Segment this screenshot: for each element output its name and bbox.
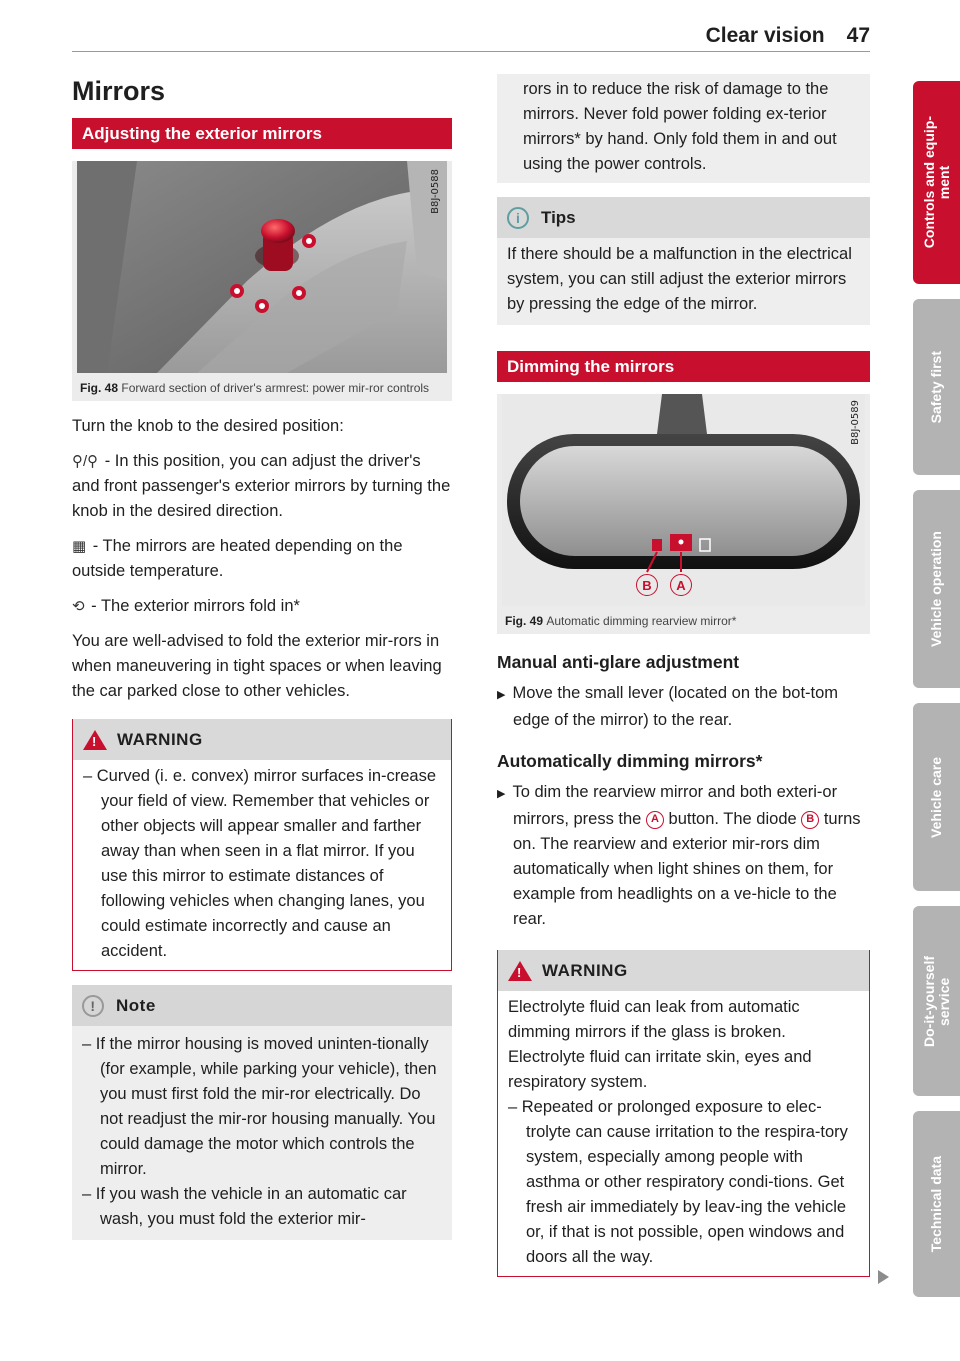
warning-title: WARNING [117,729,203,749]
warning-item: – Repeated or prolonged exposure to elec-trolyte can cause irritation to the respira-tory system, especially among people with asthma or other respiratory condi-tions. Get fresh air immediately by leav-ing the vehicle or, if that is not possible, open windows and doors all the way. [508,1098,848,1266]
section-heading-dimming: Dimming the mirrors [497,351,870,382]
section-heading-adjusting: Adjusting the exterior mirrors [72,118,452,149]
figure-label: Fig. 49 [505,614,544,628]
heated-mirror-icon: ▦ [72,538,87,555]
figure-49 [497,394,870,634]
figure-caption [502,606,865,634]
bullet-arrow-icon: ▶ [497,788,506,800]
tab-label: Vehicle care [928,756,944,838]
figure-label: Fig. 48 [80,381,119,395]
auto-dimming-heading: Automatically dimming mirrors* [497,751,763,771]
note-item: – If you wash the vehicle in an automatic car wash, you must fold the exterior mir- [82,1185,407,1228]
adjust-mirror-icon: ⚲/⚲ [72,453,99,470]
marker-a: A [670,574,692,596]
tab-vehicle-operation[interactable] [913,490,960,688]
bullet-arrow-icon: ▶ [497,689,506,701]
armrest-illustration [77,161,447,373]
tab-technical-data[interactable] [913,1111,960,1297]
tab-label: Safety first [928,350,944,424]
tab-do-it-yourself-service[interactable] [913,906,960,1096]
warning-icon [508,961,532,981]
tab-label: Vehicle operation [928,531,944,647]
electrolyte-warning-box [497,950,870,1277]
note-continued-box [497,74,870,183]
info-icon: i [507,207,529,229]
note-header [72,985,452,1026]
note-continued-text: rors in to reduce the risk of damage to the mirrors. Never fold power folding ex-terior mirrors* by hand. Only fold them in and out using the power controls. [523,80,837,173]
tips-header [497,197,870,238]
warning-header [73,719,451,760]
diode-b-marker: B [801,811,819,829]
knob-position-fold-text: - The exterior mirrors fold in* [86,597,300,615]
warning-box [72,719,452,971]
figure-caption-text: Forward section of driver's armrest: power mir-ror controls [121,381,430,395]
knob-position-adjust [72,449,452,524]
knob-position-adjust-text: - In this position, you can adjust the driver's and front passenger's exterior mirrors by turning the knob in the desired direction. [72,452,451,520]
manual-antiglare-heading: Manual anti-glare adjustment [497,652,740,672]
marker-b: B [636,574,658,596]
warning-header [498,950,869,991]
auto-dimming-step [497,780,870,932]
auto-dimming-text-3: turns on. The rearview and exterior mir-rors dim automatically when light shines on them, for example from headlights on a ve-hicle to the rear. [513,810,861,928]
knob-position-fold [72,594,452,619]
tips-box [497,197,870,325]
figure-48 [72,161,452,401]
armrest-mirror-controls-image [77,161,447,373]
manual-antiglare-step [497,681,870,733]
fold-mirror-icon: ⟲ [72,598,85,615]
figure-caption-text: Automatic dimming rearview mirror* [546,614,737,628]
note-body [72,1026,452,1240]
warning-title: WARNING [542,960,628,980]
button-a-marker: A [646,811,664,829]
warning-body [73,760,451,970]
note-item: – If the mirror housing is moved uninten-tionally (for example, while parking your vehicle), then you must first fold the mir-ror electrically. Do not readjust the mir-ror housing manually. You could damage the motor which controls the mirror. [82,1035,437,1178]
warning-body [498,991,869,1276]
note-title: Note [116,995,156,1015]
right-column [497,74,870,1277]
figure-code: B8J-0589 [850,400,861,445]
manual-antiglare-text: Move the small lever (located on the bot-tom edge of the mirror) to the rear. [512,684,839,729]
auto-dimming-text-1: To dim the rearview mirror and both exteri-or mirrors, press the [512,783,838,828]
warning-icon [83,730,107,750]
figure-code: B8J-0588 [430,169,441,214]
header-rule [72,51,870,52]
tab-label: Do-it-yourself service [920,955,952,1047]
continue-arrow-icon [878,1270,889,1284]
tab-label: Controls and equip- ment [920,116,952,249]
tab-controls-and-equipment[interactable] [913,81,960,284]
tips-title: Tips [541,207,576,227]
note-box [72,985,452,1240]
running-header [706,24,870,48]
intro-text: Turn the knob to the desired position: [72,417,344,435]
page-number: 47 [846,24,870,47]
figure-caption [77,373,447,401]
page-title: Mirrors [72,76,166,106]
auto-dimming-text-2: button. The diode [663,810,802,828]
tab-vehicle-care[interactable] [913,703,960,891]
knob-position-heat [72,534,452,584]
left-column [72,60,452,1240]
knob-position-heat-text: - The mirrors are heated depending on the outside temperature. [72,537,403,580]
tab-label: Technical data [928,1155,944,1253]
rearview-mirror-image [502,394,865,606]
section-title: Clear vision [705,24,825,47]
warning-item: – Curved (i. e. convex) mirror surfaces in-crease your field of view. Remember that vehicles or other objects will appear smaller and farther away than when seen in a flat mirror. If you use this mirror to estimate distances of following vehicles when changing lanes, you could estimate incorrectly and cause an accident. [83,767,437,960]
tab-safety-first[interactable] [913,299,960,475]
warning-text: Electrolyte fluid can leak from automatic dimming mirrors if the glass is broken. Electrolyte fluid can irritate skin, eyes and respiratory system. [508,998,812,1091]
fold-advice: You are well-advised to fold the exterior mir-rors in when maneuvering in tight spaces or when leaving the car parked close to other vehicles. [72,632,442,700]
tips-body: If there should be a malfunction in the electrical system, you can still adjust the exterior mirrors by pressing the edge of the mirror. [507,245,852,313]
note-exclamation-icon: ! [82,995,104,1017]
